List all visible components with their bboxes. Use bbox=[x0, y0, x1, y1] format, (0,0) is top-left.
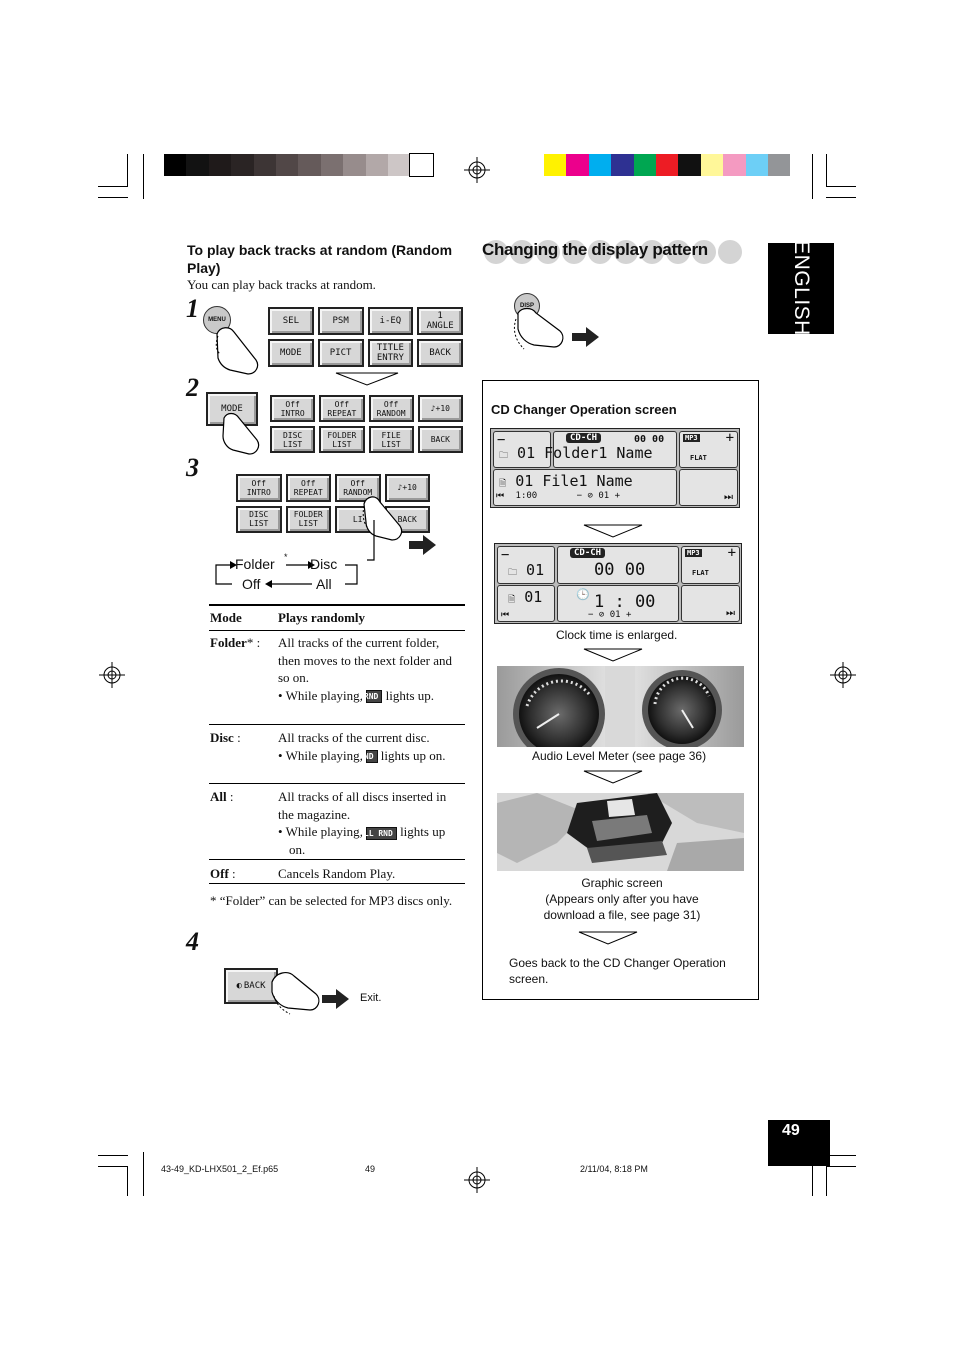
prev-track-icon: ⏮ bbox=[501, 610, 510, 620]
menu-key-mode[interactable]: MODE bbox=[268, 339, 314, 367]
caption-graphic bbox=[520, 875, 724, 923]
row-text: All tracks of the current folder, then moves to the next folder and so on. bbox=[278, 635, 453, 685]
lcd-folder-value: 01 bbox=[526, 561, 545, 579]
row-bullet-post: lights up on. bbox=[289, 824, 446, 857]
lcd-folder-row bbox=[499, 444, 653, 464]
footer-file: 43-49_KD-LHX501_2_Ef.p65 bbox=[161, 1164, 279, 1174]
table-rule bbox=[209, 630, 465, 631]
color-swatch bbox=[410, 154, 432, 176]
step-number: 2 bbox=[186, 373, 199, 402]
color-swatch bbox=[768, 154, 790, 176]
lcd-folder-num: 🗀 01 bbox=[508, 561, 545, 579]
menu-key-disc-list[interactable]: DISC LIST bbox=[270, 426, 315, 453]
cycle-all: All bbox=[316, 576, 332, 592]
lcd-brand: CD-CH bbox=[570, 548, 605, 558]
menu-key-folder-list[interactable]: FOLDER LIST bbox=[319, 426, 364, 453]
crop-mark bbox=[127, 1166, 128, 1196]
table-rule bbox=[209, 783, 465, 784]
graphic-screen-image bbox=[497, 793, 744, 871]
menu-key-off-random[interactable]: Off RANDOM bbox=[335, 474, 381, 502]
lcd-file-value: 01 bbox=[524, 588, 543, 606]
row-mode: Disc bbox=[210, 730, 234, 745]
audio-level-meter-image bbox=[497, 666, 744, 747]
table-rule bbox=[209, 604, 465, 606]
crop-mark bbox=[826, 154, 827, 186]
color-swatch bbox=[589, 154, 611, 176]
mode-keypad bbox=[270, 395, 463, 453]
row-suffix: : bbox=[226, 789, 234, 804]
color-swatch bbox=[276, 154, 298, 176]
lcd-screen-cd-changer bbox=[490, 428, 740, 508]
menu-key-i-eq[interactable]: i-EQ bbox=[368, 307, 414, 335]
back-icon: ◐ bbox=[236, 981, 242, 991]
arrow-right-icon bbox=[322, 988, 350, 1010]
menu-key-title-entry[interactable]: TITLE ENTRY bbox=[368, 339, 414, 367]
registration-target-icon bbox=[464, 1167, 490, 1193]
menu-key-pict[interactable]: PICT bbox=[318, 339, 364, 367]
lcd-bottom-row: ⏮ 1:00 − ⊘ 01 + bbox=[496, 491, 621, 501]
color-swatch bbox=[566, 154, 588, 176]
arrow-right-icon bbox=[409, 534, 437, 556]
color-swatch bbox=[388, 154, 410, 176]
prev-track-icon: ⏮ bbox=[496, 491, 505, 501]
minus-icon: − bbox=[497, 432, 506, 448]
table-header-plays: Plays randomly bbox=[278, 610, 366, 625]
crop-mark bbox=[98, 197, 128, 198]
caption-clock: Clock time is enlarged. bbox=[556, 628, 678, 642]
caption-goes-back: Goes back to the CD Changer Operation screen. bbox=[509, 956, 726, 986]
menu-key-folder-list[interactable]: FOLDER LIST bbox=[286, 506, 332, 534]
menu-key-back[interactable]: BACK bbox=[385, 506, 431, 534]
color-swatch bbox=[366, 154, 388, 176]
menu-keypad bbox=[268, 307, 463, 367]
cycle-off: Off bbox=[242, 576, 261, 592]
menu-key-+10[interactable]: ♪+10 bbox=[385, 474, 431, 502]
menu-key-1-angle[interactable]: 1 ANGLE bbox=[417, 307, 463, 335]
row-suffix: : bbox=[228, 866, 236, 881]
table-rule bbox=[209, 724, 465, 725]
random-indicator-badge: FRND bbox=[366, 690, 382, 703]
next-track-icon: ⏭ bbox=[724, 492, 733, 503]
menu-key-back[interactable]: BACK bbox=[417, 339, 463, 367]
down-arrow-icon bbox=[577, 931, 639, 945]
row-bullet: While playing, bbox=[285, 687, 363, 703]
color-swatch bbox=[343, 154, 365, 176]
finger-press-icon bbox=[268, 968, 324, 1018]
row-bullet: While playing, bbox=[285, 747, 363, 763]
finger-press-icon bbox=[212, 320, 262, 380]
lcd-cell bbox=[681, 546, 740, 584]
page-number: 49 bbox=[782, 1122, 800, 1139]
color-swatch bbox=[254, 154, 276, 176]
lcd-cell bbox=[679, 431, 738, 468]
down-arrow-icon bbox=[334, 372, 400, 386]
cycle-folder: Folder bbox=[235, 556, 275, 572]
menu-key-off-random[interactable]: Off RANDOM bbox=[369, 395, 414, 422]
lcd-eq: FLAT bbox=[692, 569, 709, 577]
lcd-big-time: 00 00 bbox=[594, 560, 646, 580]
color-swatch bbox=[611, 154, 633, 176]
caption-graphic-line: (Appears only after you have bbox=[545, 892, 699, 906]
color-swatch bbox=[701, 154, 723, 176]
menu-key-off-repeat[interactable]: Off REPEAT bbox=[319, 395, 364, 422]
row-bullet-post: lights up. bbox=[385, 687, 435, 703]
menu-key-sel[interactable]: SEL bbox=[268, 307, 314, 335]
menu-key-disc-list[interactable]: DISC LIST bbox=[236, 506, 282, 534]
lcd-cell bbox=[557, 585, 679, 622]
lcd-elapsed: 1:00 bbox=[515, 491, 538, 501]
crop-mark bbox=[143, 154, 144, 199]
lcd-cell bbox=[497, 546, 555, 584]
menu-key-psm[interactable]: PSM bbox=[318, 307, 364, 335]
registration-target-icon bbox=[830, 662, 856, 688]
lcd-format: MP3 bbox=[685, 434, 698, 442]
row-mode: Folder bbox=[210, 635, 247, 650]
table-rule bbox=[209, 883, 465, 884]
lcd-screen-clock bbox=[494, 543, 742, 624]
caption-audio-meter: Audio Level Meter (see page 36) bbox=[532, 749, 707, 763]
lcd-folder-text: 01 Folder1 Name bbox=[517, 444, 653, 462]
cycle-star: * bbox=[284, 552, 288, 562]
back-key-label: BACK bbox=[243, 981, 266, 991]
menu-button-label: MENU bbox=[208, 317, 226, 323]
next-track-icon: ⏭ bbox=[726, 608, 735, 619]
step-number: 4 bbox=[186, 927, 199, 956]
row-mode: Off bbox=[210, 866, 229, 881]
row-text: Cancels Random Play. bbox=[278, 866, 396, 881]
row-mode: All bbox=[210, 789, 227, 804]
clock-icon: 🕒 bbox=[576, 588, 590, 601]
down-arrow-icon bbox=[582, 648, 644, 662]
menu-key-file-list[interactable]: FILE LIST bbox=[369, 426, 414, 453]
plus-icon: + bbox=[727, 545, 736, 561]
table-rule bbox=[209, 859, 465, 860]
language-tab-label: ENGLISH bbox=[790, 240, 813, 336]
color-swatch bbox=[164, 154, 186, 176]
disc-controls: − ⊘ bbox=[576, 491, 599, 501]
crop-mark bbox=[143, 1152, 144, 1196]
lcd-file-row bbox=[499, 472, 633, 492]
lcd-eq: FLAT bbox=[690, 454, 707, 462]
section-heading: Changing the display pattern bbox=[482, 240, 708, 259]
lcd-cell bbox=[679, 469, 738, 506]
row-suffix: * : bbox=[246, 635, 261, 650]
step-number: 1 bbox=[186, 294, 199, 323]
down-arrow-icon bbox=[582, 770, 644, 784]
language-tab bbox=[768, 240, 834, 336]
minus-icon: − bbox=[501, 547, 510, 563]
page-number-box bbox=[768, 1120, 830, 1166]
section-title: To play back tracks at random (Random Play) bbox=[187, 242, 453, 276]
step-number: 3 bbox=[186, 453, 199, 482]
mode-key[interactable]: MODE bbox=[206, 392, 258, 426]
arrow-right-icon bbox=[572, 326, 600, 348]
menu-key-+10[interactable]: ♪+10 bbox=[418, 395, 463, 422]
color-swatch bbox=[209, 154, 231, 176]
color-swatch bbox=[656, 154, 678, 176]
crop-mark bbox=[98, 1155, 128, 1156]
crop-mark bbox=[826, 1155, 856, 1156]
folder-icon: 🗀 bbox=[499, 451, 509, 461]
color-swatch bbox=[544, 154, 566, 176]
lcd-file-num: 🗎 01 bbox=[508, 588, 543, 606]
lcd-disc-num: 01 bbox=[598, 491, 610, 501]
lcd-cell bbox=[497, 585, 555, 622]
registration-target-icon bbox=[99, 662, 125, 688]
crop-mark bbox=[98, 1166, 128, 1167]
footer-page: 49 bbox=[365, 1164, 376, 1174]
caption-graphic-line: Graphic screen bbox=[581, 876, 663, 890]
row-text: All tracks of all discs inserted in the magazine. bbox=[278, 789, 447, 822]
disc-controls: − ⊘ 01 + bbox=[588, 610, 632, 620]
plus-icon: + bbox=[725, 430, 734, 446]
crop-mark bbox=[127, 154, 128, 186]
footnote: * “Folder” can be selected for MP3 discs only. bbox=[210, 893, 453, 908]
cycle-disc: Disc bbox=[310, 556, 338, 572]
disp-button-label: DISP bbox=[519, 303, 534, 309]
color-swatch bbox=[186, 154, 208, 176]
registration-target-icon bbox=[464, 157, 490, 183]
lcd-cell bbox=[681, 585, 740, 622]
lcd-brand: CD-CH bbox=[566, 433, 601, 443]
color-swatch bbox=[678, 154, 700, 176]
lcd-file-text: 01 File1 Name bbox=[515, 472, 633, 490]
menu-key-back[interactable]: BACK bbox=[418, 426, 463, 453]
crop-mark bbox=[826, 186, 856, 187]
color-swatch bbox=[321, 154, 343, 176]
lcd-format: MP3 bbox=[687, 549, 700, 557]
file-icon: 🗎 bbox=[499, 479, 507, 489]
menu-key-off-repeat[interactable]: Off REPEAT bbox=[286, 474, 332, 502]
lcd-cell bbox=[557, 546, 679, 584]
down-arrow-icon bbox=[582, 524, 644, 538]
caption-graphic-line: download a file, see page 31) bbox=[543, 908, 701, 922]
random-indicator-badge: RND bbox=[366, 750, 377, 763]
exit-label: Exit. bbox=[360, 992, 382, 1004]
menu-key-off-intro[interactable]: Off INTRO bbox=[236, 474, 282, 502]
crop-mark bbox=[826, 1166, 856, 1167]
lcd-disc-num: 01 bbox=[609, 610, 621, 620]
color-swatch bbox=[723, 154, 745, 176]
crop-mark bbox=[826, 1166, 827, 1196]
intro-text: You can play back tracks at random. bbox=[187, 277, 376, 292]
row-suffix: : bbox=[233, 730, 241, 745]
menu-key-off-intro[interactable]: Off INTRO bbox=[270, 395, 315, 422]
crop-mark bbox=[812, 154, 813, 199]
finger-press-icon bbox=[508, 305, 570, 355]
color-swatch bbox=[231, 154, 253, 176]
color-swatch bbox=[746, 154, 768, 176]
crop-mark bbox=[98, 186, 128, 187]
lcd-clock: 1 : 00 bbox=[594, 592, 656, 612]
footer-date: 2/11/04, 8:18 PM bbox=[580, 1164, 648, 1174]
panel-heading: CD Changer Operation screen bbox=[491, 402, 677, 417]
lcd-time: 00 00 bbox=[634, 434, 665, 445]
crop-mark bbox=[826, 197, 856, 198]
finger-press-icon bbox=[219, 410, 265, 456]
color-swatch bbox=[634, 154, 656, 176]
menu-key-li[interactable]: LI bbox=[335, 506, 381, 534]
row-text: All tracks of the current disc. bbox=[278, 730, 430, 745]
random-indicator-badge: ALL RND bbox=[366, 827, 397, 840]
table-header-mode: Mode bbox=[210, 610, 242, 625]
row-bullet: While playing, bbox=[285, 824, 363, 839]
row-bullet-post: lights up on. bbox=[380, 747, 446, 763]
color-swatch bbox=[298, 154, 320, 176]
